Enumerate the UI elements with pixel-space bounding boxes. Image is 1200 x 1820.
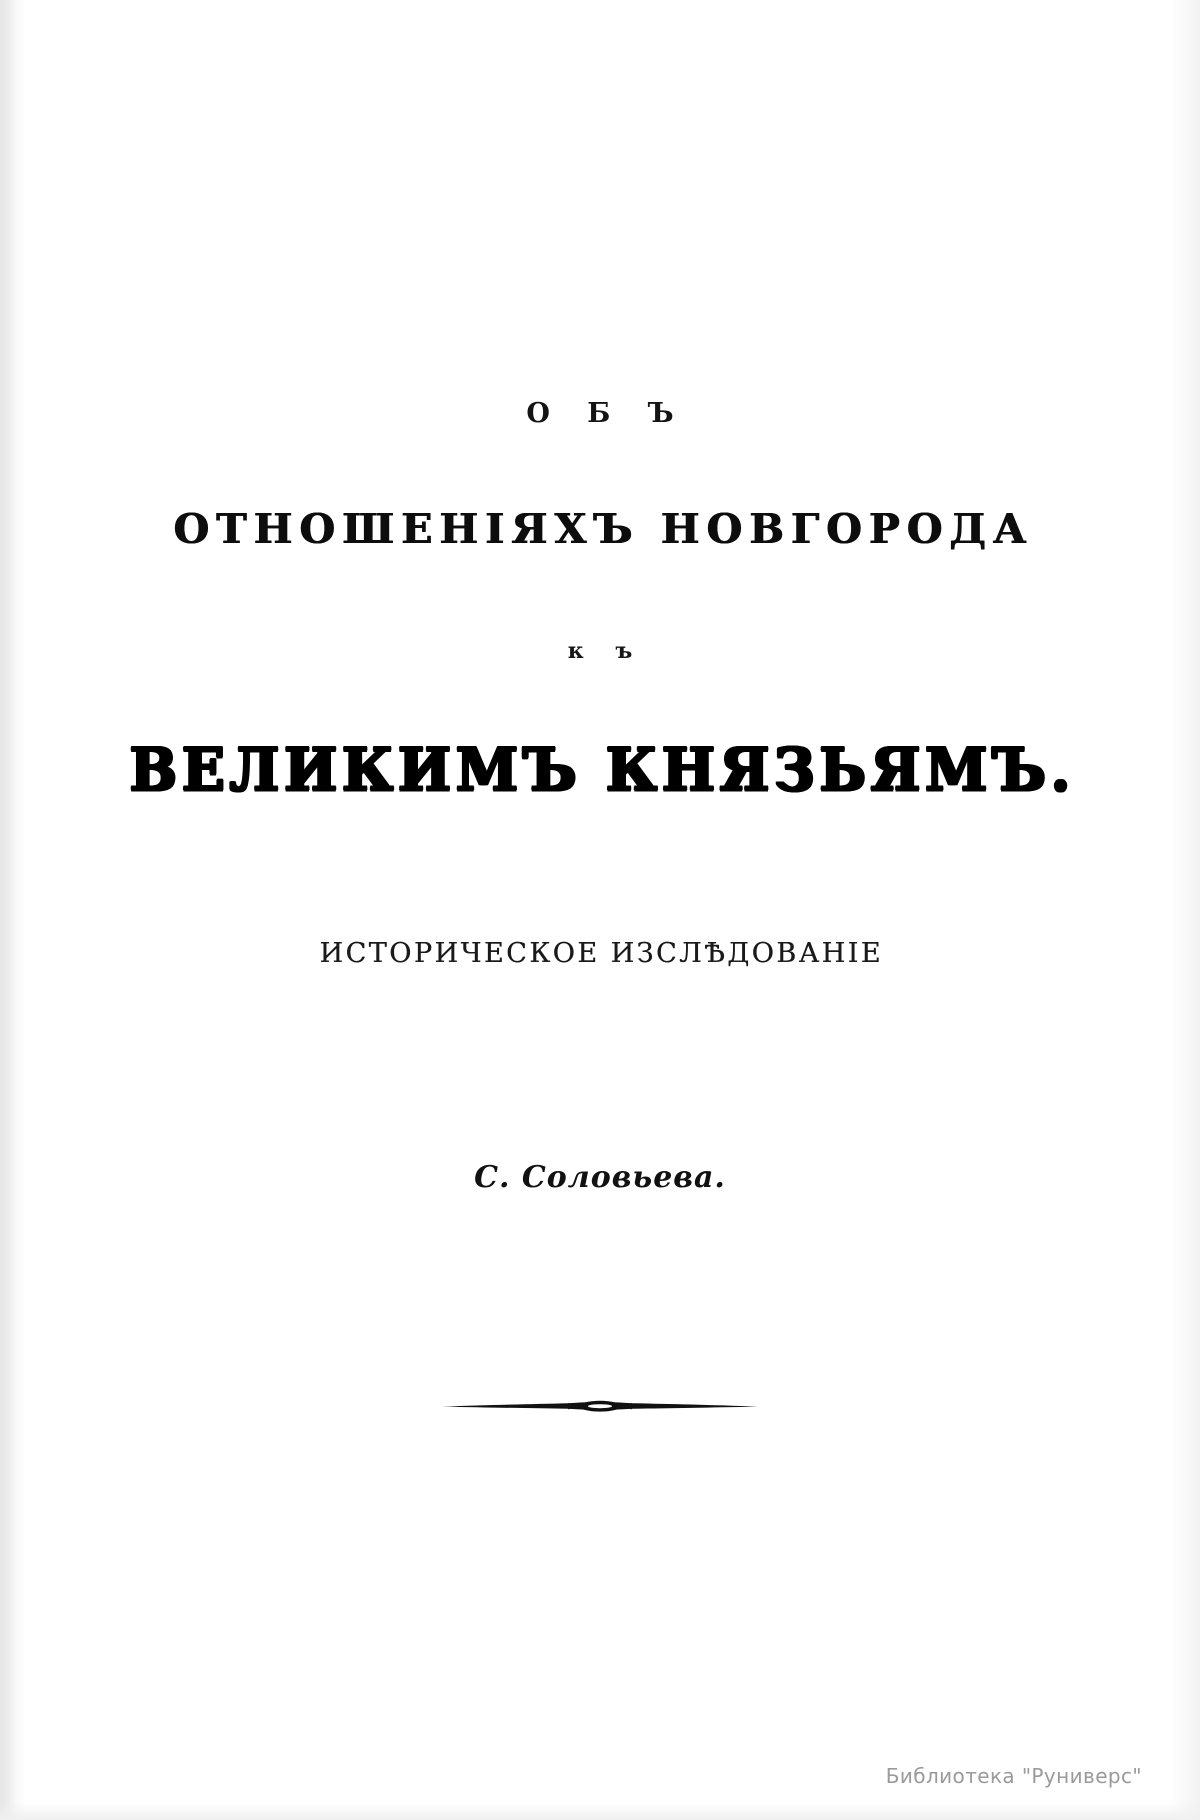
- page-edge-shadow-left: [0, 0, 16, 1820]
- author-name: С. Соловьева.: [474, 1160, 726, 1195]
- title-main-line-knyazyam: ВЕЛИКИМЪ КНЯЗЬЯМЪ.: [129, 735, 1076, 805]
- title-subtitle: ИСТОРИЧЕСКОЕ ИЗСЛѢДОВАНIЕ: [319, 938, 884, 969]
- title-preposition-k: к ъ: [567, 638, 645, 664]
- title-main-line-novgorod: ОТНОШЕНIЯХЪ НОВГОРОДА: [173, 505, 1034, 553]
- title-preposition-ob: О Б Ъ: [526, 398, 688, 429]
- swelled-rule-ornament-icon: [440, 1395, 760, 1417]
- page-edge-shadow-bottom: [0, 1802, 1200, 1820]
- library-watermark: Библиотека "Руниверс": [885, 1764, 1142, 1788]
